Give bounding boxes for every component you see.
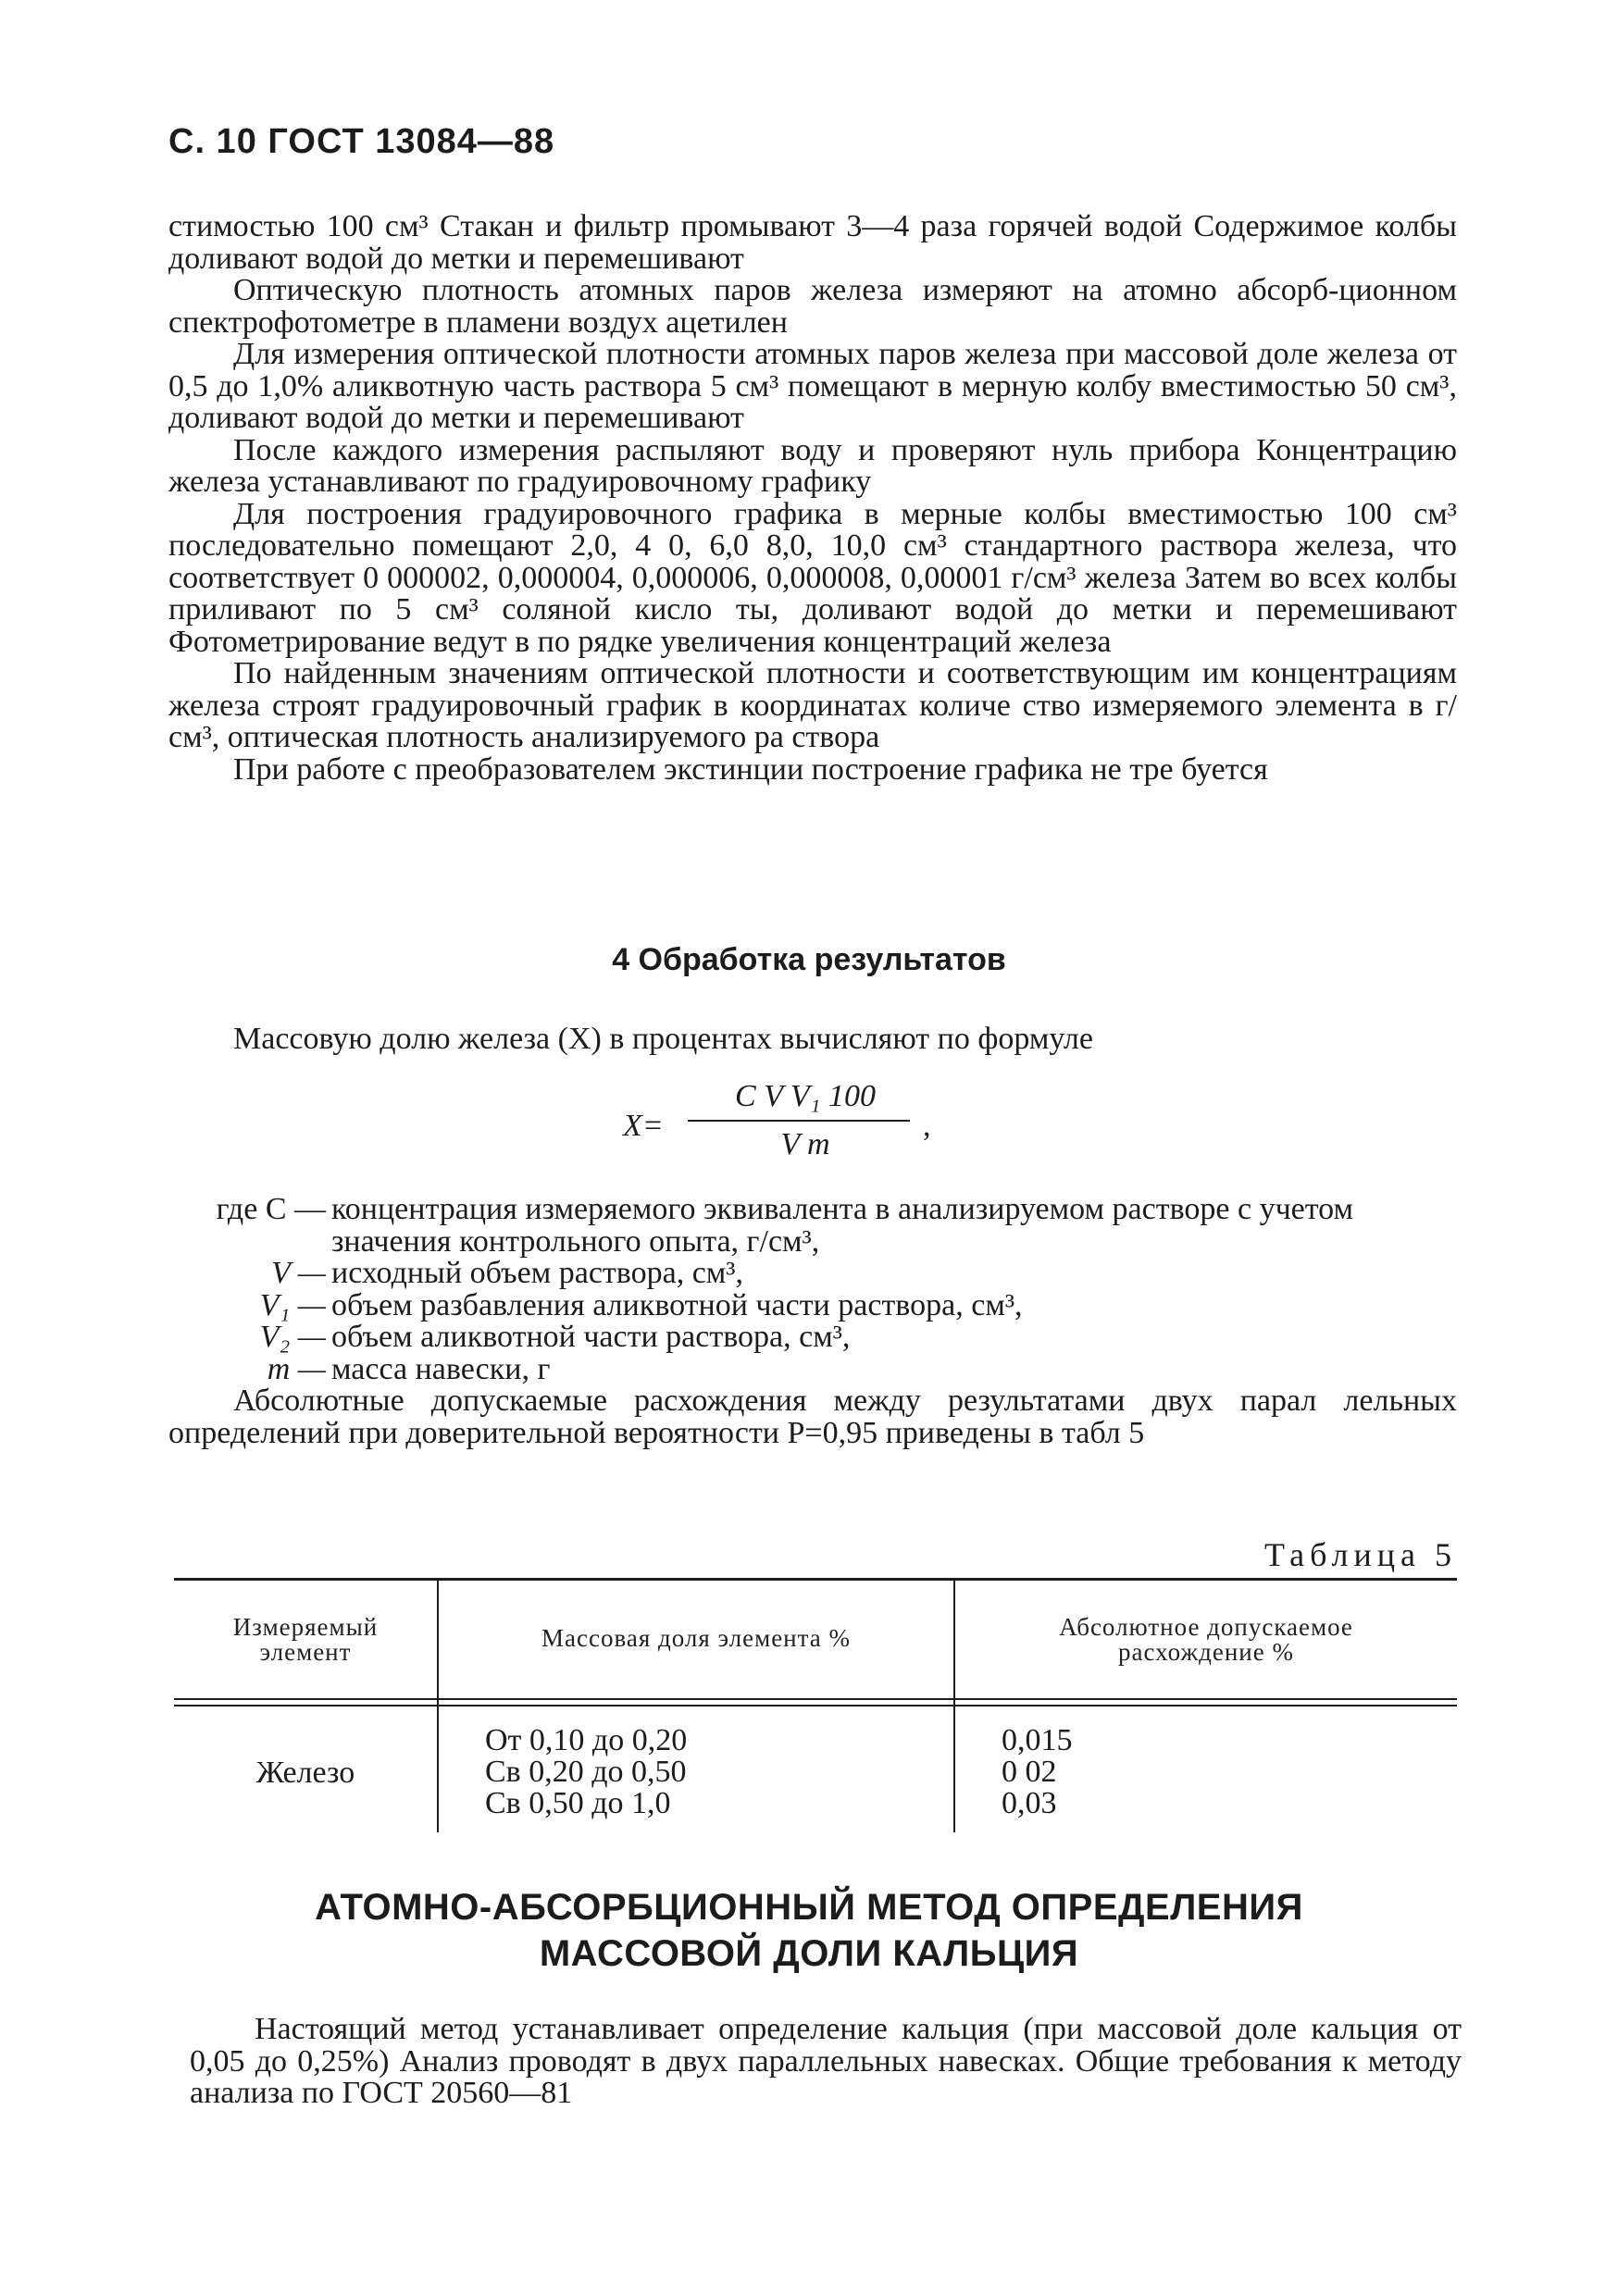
cell-fraction: Св 0,50 до 1,0 [485,1786,671,1820]
method-title-line-1: АТОМНО-АБСОРБЦИОННЫЙ МЕТОД ОПРЕДЕЛЕНИЯ [315,1887,1303,1928]
method-intro-text: Настоящий метод устанавливает определение кальция (при массовой доле кальция от 0,05 до 0,25%) Анализ проводят в двух параллельных навесках. Общие требования к методу анализа по ГОСТ 20560—81 [190,2012,1462,2110]
paragraph-5: Для построения градуировочного графика в мерные колбы вместимостью 100 см³ последовательно помещают 2,0, 4 0, 6,0 8,0, 10,0 см³ стандартного раствора железа, что соответствует 0 000002, 0,000004, 0,000006, 0,000008, 0,00001 г/см³ железа Затем во всех колбы приливают по 5 см³ соляной кисло ты, доливают водой до метки и перемешивают Фотометрирование ведут в по рядке увеличения концентраций железа [168,496,1457,659]
definition-v [168,1258,1457,1290]
table-header-rule-double [174,1705,1457,1706]
paragraph-1: стимостью 100 см³ Стакан и фильтр промывают 3—4 раза горячей водой Содержимое колбы доливают водой до метки и перемешивают [168,209,1457,276]
formula [606,1079,995,1181]
table-5 [174,1578,1457,1832]
cell-discrepancy: 0,015 [1002,1723,1073,1757]
page-header: С. 10 ГОСТ 13084—88 [168,122,555,161]
definition-text: объем аликвотной части раствора, см³, [331,1320,851,1354]
table-top-rule [174,1578,1457,1581]
definition-text: исходный объем раствора, см³, [331,1256,743,1290]
table-caption: Таблица 5 [1264,1536,1457,1573]
fraction-bar [688,1120,910,1122]
cell-discrepancy: 0,03 [1002,1786,1057,1820]
definition-key: V₁ — [259,1287,326,1322]
variable-definitions [168,1194,1457,1385]
method-title-line-2: МАССОВОЙ ДОЛИ КАЛЬЦИЯ [539,1933,1079,1974]
formula-lhs: X= [623,1109,664,1143]
paragraph-3: Для измерения оптической плотности атомных паров железа при массовой доле железа от 0,5 до 1,0% аликвотную часть раствора 5 см³ помещают в мерную колбу вместимостью 50 см³, доливают водой до метки и перемешивают [168,337,1457,435]
header-element: Измеряемый элемент [232,1613,379,1666]
paragraph-4: После каждого измерения распыляют воду и проверяют нуль прибора Концентрацию железа устанавливают по градуировочному графику [168,432,1457,499]
section-4-title: 4 Обработка результатов [612,942,1006,977]
table-header-rule [174,1698,1457,1700]
definition-v2 [168,1322,1457,1354]
header-mass-fraction: Массовая доля элемента % [541,1624,851,1652]
definition-m [168,1351,1457,1386]
formula-denominator: V m [780,1127,830,1161]
formula-intro: Массовую долю железа (X) в процентах вычисляют по формуле [233,1022,1093,1056]
body-text [168,211,1457,786]
definition-c [168,1192,1457,1259]
method-title [0,1884,1618,1977]
definition-v1 [168,1287,1457,1322]
definition-key: V₂ — [259,1320,326,1354]
method-intro [190,2014,1462,2110]
definition-key: V — [271,1256,326,1290]
definition-key: m — [267,1351,326,1386]
section-4-intro [168,1024,1457,1056]
header-discrepancy: Абсолютное допускаемое расхождение % [1059,1613,1353,1666]
paragraph-2: Оптическую плотность атомных паров железа измеряют на атомно абсорб-ционном спектрофотометре в пламени воздух ацетилен [168,273,1457,340]
cell-fraction: От 0,10 до 0,20 [485,1723,688,1757]
formula-comma: , [923,1109,931,1143]
formula-numerator: C V V₁ 100 [735,1079,876,1113]
definition-text: концентрация измеряемого эквивалента в анализируемом растворе с учетом значения контрольного опыта, г/см³, [331,1192,1354,1259]
tolerance-text: Абсолютные допускаемые расхождения между результатами двух парал лельных определений при доверительной вероятности P=0,95 приведены в табл 5 [168,1384,1457,1450]
cell-discrepancy: 0 02 [1002,1755,1057,1789]
tolerance-paragraph [168,1385,1457,1449]
paragraph-7: При работе с преобразователем экстинции построение графика не тре буется [233,751,1268,787]
definition-spacer [168,1226,1457,1259]
definition-key: где C — [216,1192,326,1226]
table-column-divider [437,1578,439,1832]
definition-text: масса навески, г [331,1351,551,1386]
cell-element: Железо [255,1756,355,1790]
cell-fraction: Св 0,20 до 0,50 [485,1755,687,1789]
paragraph-6: По найденным значениям оптической плотности и соответствующим им концентрациям железа строят градуировочный график в координатах количе ство измеряемого элемента в г/см³, оптическая плотность анализируемого ра створа [168,656,1457,754]
definition-text: объем разбавления аликвотной части раствора, см³, [331,1287,1023,1322]
